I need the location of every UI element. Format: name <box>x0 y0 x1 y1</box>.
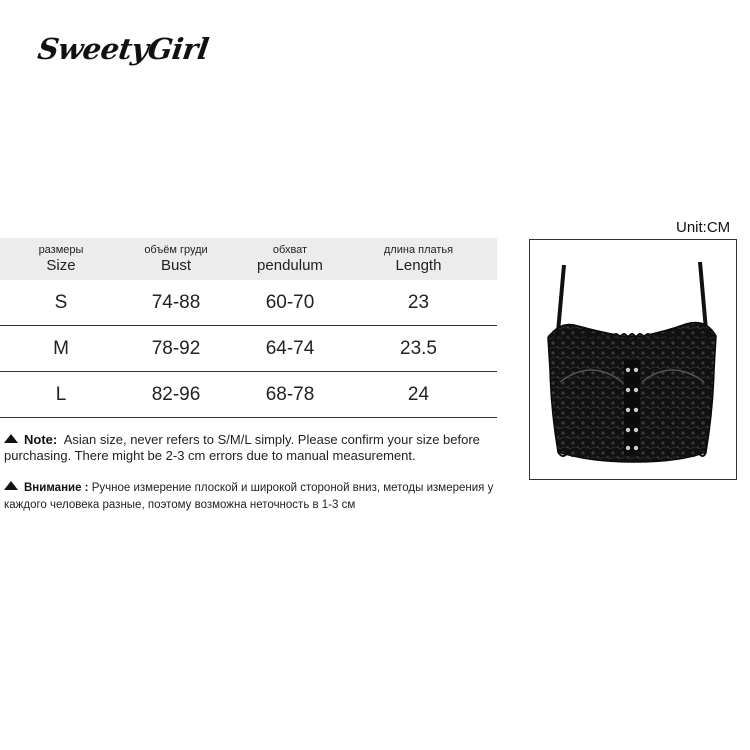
hook-placket <box>624 360 640 456</box>
note-label: Note: <box>24 432 58 447</box>
header-pendulum <box>230 238 350 280</box>
header-bust <box>122 238 230 280</box>
note-text: Asian size, never refers to S/M/L simply. Please confirm your size before purchasing. There might be 2-3 cm errors due to manual measurement. <box>4 432 480 463</box>
header-bust-ru: объём груди <box>144 243 208 256</box>
warning-triangle-icon <box>4 481 18 490</box>
note-ru-text: Ручное измерение плоской и широкой стороной вниз, методы измерения у каждого человека разные, поэтому возможна неточность в 1-3 см <box>4 482 494 511</box>
cell-pendulum: 64-74 <box>230 326 350 372</box>
table-row <box>0 372 497 418</box>
left-strap <box>558 265 564 332</box>
cell-length: 24 <box>350 372 487 418</box>
note-english <box>4 432 509 464</box>
warning-triangle-icon <box>4 434 18 443</box>
cell-spacer <box>487 280 497 326</box>
cell-pendulum: 68-78 <box>230 372 350 418</box>
cell-length: 23 <box>350 280 487 326</box>
header-bust-en: Bust <box>160 256 191 274</box>
header-length <box>350 238 487 280</box>
header-pendulum-ru: обхват <box>272 243 308 256</box>
note-ru-label: Внимание : <box>24 482 89 494</box>
cell-spacer <box>487 372 497 418</box>
header-size-en: Size <box>46 256 76 274</box>
cell-size: L <box>0 372 122 418</box>
brand-logo: SweetyGirl <box>35 32 211 66</box>
cell-size: S <box>0 280 122 326</box>
cell-bust: 82-96 <box>122 372 230 418</box>
header-size-ru: размеры <box>38 243 84 256</box>
product-image <box>529 239 737 480</box>
header-size <box>0 238 122 280</box>
size-chart-table <box>0 238 497 418</box>
table-row <box>0 280 497 326</box>
cell-bust: 74-88 <box>122 280 230 326</box>
cell-pendulum: 60-70 <box>230 280 350 326</box>
cell-bust: 78-92 <box>122 326 230 372</box>
header-length-en: Length <box>395 256 442 274</box>
unit-label: Unit:CM <box>676 219 731 236</box>
cell-spacer <box>487 326 497 372</box>
right-strap <box>700 262 706 330</box>
lace-bralette-illustration <box>530 240 736 479</box>
header-spacer <box>487 238 497 280</box>
table-row <box>0 326 497 372</box>
header-pendulum-en: pendulum <box>257 256 323 274</box>
header-length-ru: длина платья <box>383 243 454 256</box>
cell-size: M <box>0 326 122 372</box>
cell-length: 23.5 <box>350 326 487 372</box>
note-russian <box>4 480 509 514</box>
table-header-row <box>0 238 497 280</box>
